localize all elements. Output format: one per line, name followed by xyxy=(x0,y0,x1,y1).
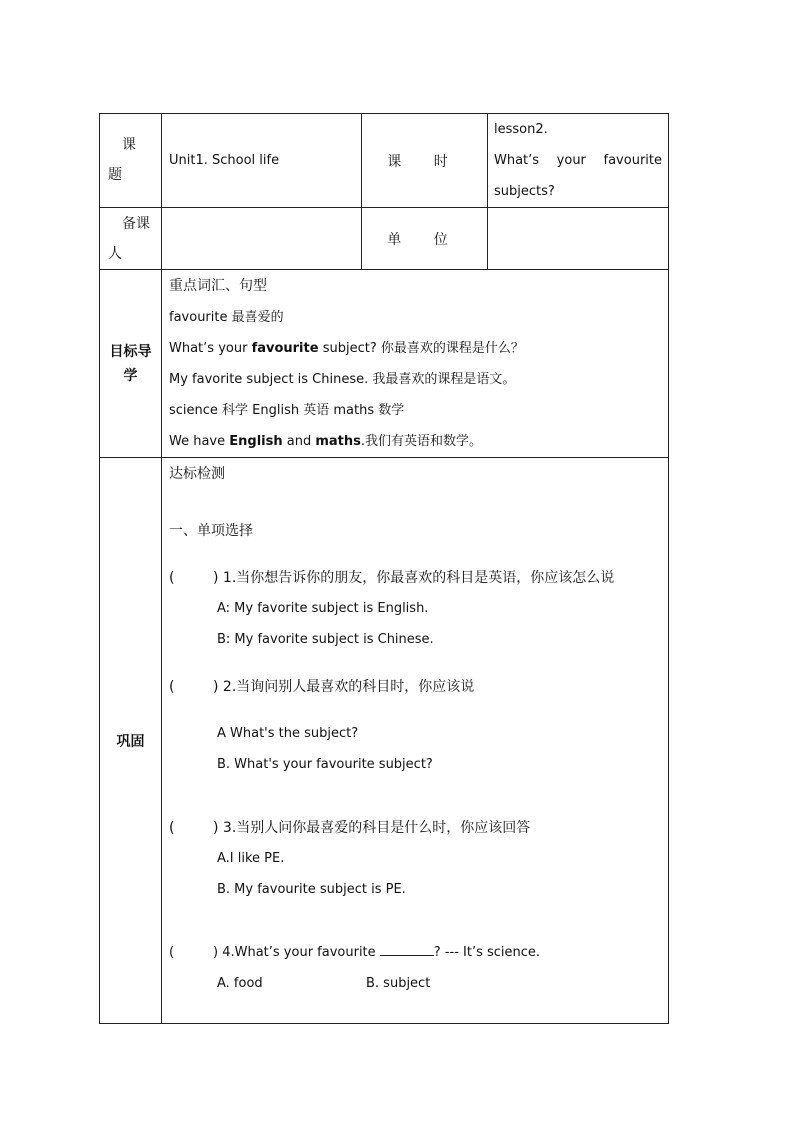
q4-option-b: B. subject xyxy=(366,976,431,991)
goal-line-3-bold: favourite xyxy=(251,341,319,356)
topic-label-1: 课 xyxy=(122,137,136,153)
q4-blank xyxy=(380,943,434,956)
lesson-word-3: favourite xyxy=(603,153,662,168)
exercise-label: 巩固 xyxy=(116,733,145,750)
lesson-word-1: What’s xyxy=(494,153,540,168)
goals-row xyxy=(100,270,669,458)
q2-stem: ) 2.当询问别人最喜欢的科目时，你应该说 xyxy=(213,679,475,695)
q4-option-a: A. food xyxy=(217,976,263,991)
preparer-label-2: 人 xyxy=(108,245,122,262)
goal-line-6-c: and xyxy=(282,434,316,449)
goals-label-2: 学 xyxy=(123,367,138,384)
question-4 xyxy=(169,943,540,963)
q1-paren: ( xyxy=(169,570,175,586)
goals-label-cell xyxy=(100,270,162,458)
q2-option-a: A What's the subject? xyxy=(217,726,359,741)
goal-line-2: favourite 最喜爱的 xyxy=(169,310,284,325)
preparer-value-cell xyxy=(162,208,362,270)
goal-line-3-c: subject? 你最喜欢的课程是什么？ xyxy=(318,341,524,356)
preparer-label-1: 备课 xyxy=(122,215,150,232)
lesson-title-cell xyxy=(488,114,669,208)
period-label: 课 时 xyxy=(387,153,462,170)
exercise-label-cell xyxy=(100,458,162,1024)
exercise-title: 达标检测 xyxy=(169,466,225,482)
lesson-plan-table xyxy=(99,113,669,1024)
goal-line-6-bold-1: English xyxy=(229,434,283,449)
goals-label-1: 目标导 xyxy=(109,343,152,360)
q4-stem-b: ? --- It’s science. xyxy=(433,945,541,960)
exercise-section: 一、单项选择 xyxy=(169,523,253,539)
lesson-word-2: your xyxy=(556,153,586,168)
preparer-row xyxy=(100,208,669,270)
q3-option-a: A.I like PE. xyxy=(217,851,285,866)
exercise-row xyxy=(100,458,669,1024)
topic-value-cell xyxy=(162,114,362,208)
goal-line-6-e: .我们有英语和数学。 xyxy=(360,434,483,449)
q2-paren: ( xyxy=(169,679,175,695)
unit-value-cell xyxy=(488,208,669,270)
goals-content xyxy=(162,270,669,458)
preparer-label-cell xyxy=(100,208,162,270)
q2-option-b: B. What's your favourite subject? xyxy=(217,757,433,772)
q3-stem: ) 3.当别人问你最喜爱的科目是什么时，你应该回答 xyxy=(213,820,531,836)
q1-stem: ) 1.当你想告诉你的朋友，你最喜欢的科目是英语，你应该怎么说 xyxy=(213,570,615,586)
unit-label-cell xyxy=(362,208,488,270)
goal-line-5: science 科学 English 英语 maths 数学 xyxy=(169,403,405,418)
lesson-line-3: subjects? xyxy=(494,184,555,199)
topic-label-cell xyxy=(100,114,162,208)
q4-paren: ( xyxy=(169,945,175,960)
topic-value: Unit1. School life xyxy=(169,153,280,168)
question-1 xyxy=(169,568,614,588)
exercise-content xyxy=(162,458,669,1024)
topic-label-2: 题 xyxy=(108,167,122,183)
q3-paren: ( xyxy=(169,820,175,836)
goal-line-6-a: We have xyxy=(169,434,230,449)
period-label-cell xyxy=(362,114,488,208)
q3-option-b: B. My favourite subject is PE. xyxy=(217,882,406,897)
question-2 xyxy=(169,677,474,697)
lesson-line-2 xyxy=(494,145,662,176)
unit-label: 单 位 xyxy=(387,231,462,248)
goal-line-1: 重点词汇、句型 xyxy=(169,278,267,294)
lesson-line-1: lesson2. xyxy=(494,122,548,137)
goal-line-6-bold-2: maths xyxy=(315,434,361,449)
q1-option-a: A: My favorite subject is English. xyxy=(217,601,429,616)
goal-line-3-a: What’s your xyxy=(169,341,252,356)
q4-stem-a: ) 4.What’s your favourite xyxy=(213,945,380,960)
header-row xyxy=(100,114,669,208)
question-3 xyxy=(169,818,530,838)
goal-line-4: My favorite subject is Chinese. 我最喜欢的课程是语文。 xyxy=(169,372,516,387)
goal-line-3 xyxy=(169,333,661,364)
goal-line-6 xyxy=(169,426,661,457)
q1-option-b: B: My favorite subject is Chinese. xyxy=(217,632,434,647)
